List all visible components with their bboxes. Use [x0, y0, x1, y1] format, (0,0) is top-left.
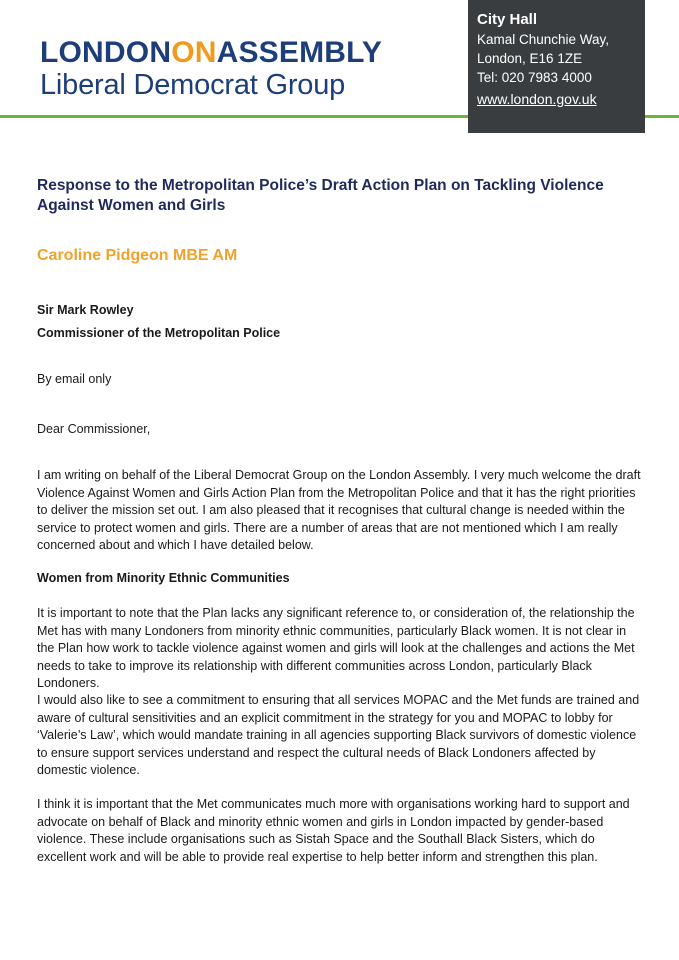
logo-subtitle: Liberal Democrat Group: [40, 69, 346, 101]
recipient-block: [37, 299, 280, 345]
intro-paragraph: I am writing on behalf of the Liberal Democrat Group on the London Assembly. I very much welcome the draft Violence Against Women and Girls Action Plan from the Metropolitan Police and that it has the right priorities to deliver the mission set out. I am also pleased that it recognises that cultural change is needed within the service to protect women and girls. There are a number of areas that are not mentioned which I am really concerned about and which I have detailed below.: [37, 468, 641, 553]
document-title: Response to the Metropolitan Police’s Draft Action Plan on Tackling Violence Against Women and Girls: [37, 177, 604, 214]
address-line-1: Kamal Chunchie Way,: [477, 32, 610, 47]
logo-word-assembly: ASSEMBLY: [216, 36, 383, 69]
delivery-note: By email only: [37, 372, 112, 386]
recipient-title: Commissioner of the Metropolitan Police: [37, 326, 281, 340]
logo-word-london: LONDON: [40, 36, 172, 69]
logo-wordmark: [40, 36, 382, 70]
body-paragraph-3: I think it is important that the Met communicates much more with organisations working hard to support and advocate on behalf of Black and minority ethnic women and girls in London impacted by gender-based violence. These include organisations such as Sistah Space and the Southall Black Sisters, which do excellent work and will be able to provide real expertise to help better inform and strengthen this plan.: [37, 797, 630, 864]
logo-word-on: ON: [171, 36, 217, 69]
london-assembly-logo: [40, 36, 382, 100]
recipient-name: Sir Mark Rowley: [37, 303, 134, 317]
author-name: Caroline Pidgeon MBE AM: [37, 247, 238, 264]
address-phone: Tel: 020 7983 4000: [477, 70, 592, 85]
address-box: [468, 0, 645, 133]
address-title: City Hall: [477, 11, 538, 28]
body-paragraph-2: I would also like to see a commitment to ensuring that all services MOPAC and the Met funds are trained and aware of cultural sensitivities and an explicit commitment in the strategy for you and MOPAC to lobby for ‘Valerie’s Law’, which would mandate training in all agencies supporting Black survivors of domestic violence to ensure support services understand and respect the cultural needs of Black Londoners affected by domestic violence.: [37, 693, 640, 778]
address-line-2: London, E16 1ZE: [477, 51, 583, 66]
website-link[interactable]: www.london.gov.uk: [477, 91, 597, 107]
salutation: Dear Commissioner,: [37, 422, 151, 436]
section-heading: Women from Minority Ethnic Communities: [37, 571, 290, 585]
body-paragraph-1: It is important to note that the Plan lacks any significant reference to, or consideration of, the relationship the Met has with many Londoners from minority ethnic communities, particularly Black women. It is not clear in the Plan how work to tackle violence against women and girls will look at the challenges and actions the Met needs to take to improve its relationship with different communities across London, particularly Black Londoners.: [37, 606, 635, 691]
